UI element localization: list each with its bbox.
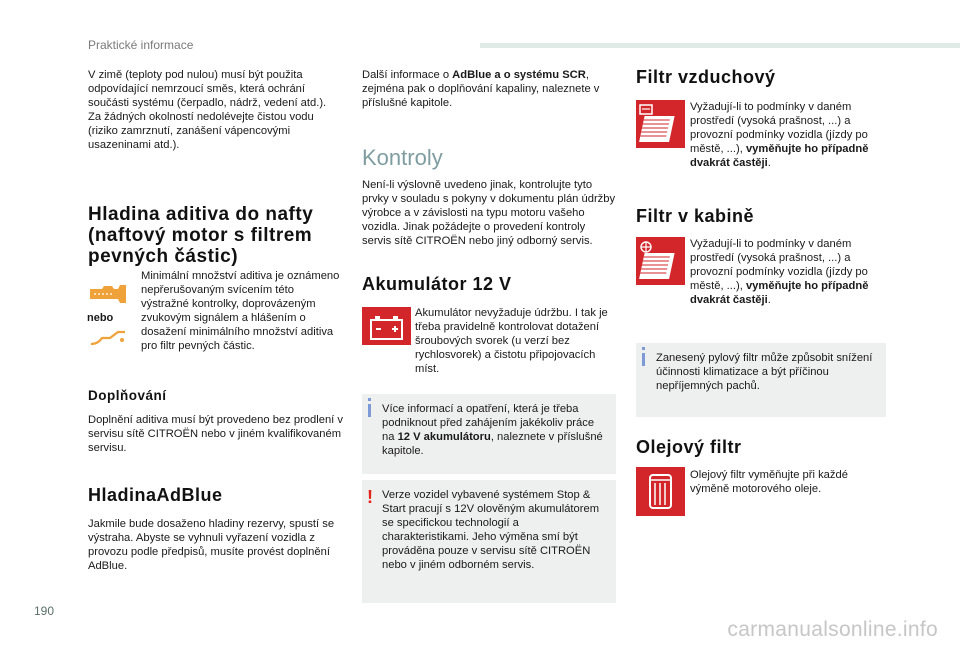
engine-warning-icon bbox=[88, 328, 128, 348]
additive-text: Minimální množství aditiva je oznámeno nepřerušovaným svícením této výstražné kontrolky, doprovázeným zvukovým signálem a hlášením o dosažení minimálního množství aditiva pro filtr pevných částic. bbox=[141, 270, 340, 353]
battery-icon-tile bbox=[362, 307, 411, 345]
info-icon bbox=[368, 404, 371, 417]
cabin-filter-text: Vyžadují-li to podmínky v daném prostředí (vysoká prašnost, ...) a provozní podmínky vozidla (jízdy po městě, ...), vyměňujte ho případně dvakrát častěji. bbox=[690, 238, 869, 307]
fuel-additive-warning-icon bbox=[88, 283, 128, 305]
page-number: 190 bbox=[34, 604, 55, 618]
nebo-label: nebo bbox=[87, 312, 114, 324]
checks-heading: Kontroly bbox=[362, 145, 443, 170]
battery-text: Akumulátor nevyžaduje údržbu. I tak je třeba pravidelně kontrolovat dotažení šroubových svorek (u verzí bez rychlosvorek) a čistotu připojovacích míst. bbox=[415, 307, 608, 376]
watermark: carmanualsonline.info bbox=[727, 618, 938, 641]
checks-text: Není-li výslovně uvedeno jinak, kontrolujte tyto prvky v souladu s pokyny v dokumentu plán údržby výrobce a v závislosti na typu motoru vašeho vozidla. Jinak požádejte o provedení kontroly servis sítě CITROËN nebo jiný odborný servis. bbox=[362, 179, 616, 248]
cabin-filter-note-text: Zanesený pylový filtr může způsobit snížení účinnosti klimatizace a být příčinou nepříjemných pachů. bbox=[656, 352, 873, 393]
refill-heading: Doplňování bbox=[88, 388, 167, 403]
battery-heading: Akumulátor 12 V bbox=[362, 274, 512, 294]
adblue-text: Jakmile bude dosaženo hladiny rezervy, spustí se výstraha. Abyste se vyhnuli vyřazení vozidla z provozu podle předpisů, musíte provést doplnění AdBlue. bbox=[88, 518, 335, 573]
refill-text: Doplnění aditiva musí být provedeno bez prodlení v servisu sítě CITROËN nebo v jiném kvalifikovaném servisu. bbox=[88, 414, 343, 455]
winter-intro-text: V zimě (teploty pod nulou) musí být použita odpovídající nemrzoucí směs, která ochrání součásti systému (čerpadlo, nádrž, vedení atd.). Za žádných okolností nedolévejte čistou vodu (riziko zamrznutí, zanášení vápencovými usazeninami atd.). bbox=[88, 69, 327, 152]
running-header: Praktické informace bbox=[88, 38, 194, 52]
battery-warning-text: Verze vozidel vybavené systémem Stop & Start pracují s 12V olověným akumulátorem se specifickou technologií a charakteristikami. Jeho výměna smí být prováděna pouze v servisu sítě CITROËN nebo v jiném odborném servis. bbox=[382, 489, 600, 572]
additive-heading: Hladina aditiva do nafty (naftový motor s filtrem pevných částic) bbox=[88, 204, 314, 267]
battery-icon bbox=[362, 307, 411, 345]
cabin-filter-icon bbox=[636, 237, 685, 285]
adblue-heading: HladinaAdBlue bbox=[88, 485, 223, 505]
oil-filter-icon-tile bbox=[636, 467, 685, 516]
air-filter-text: Vyžadují-li to podmínky v daném prostředí (vysoká prašnost, ...) a provozní podmínky vozidla (jízdy po městě, ...), vyměňujte ho případně dvakrát častěji. bbox=[690, 101, 869, 170]
cabin-filter-heading: Filtr v kabině bbox=[636, 206, 755, 226]
battery-warning-note bbox=[362, 480, 616, 603]
oil-filter-heading: Olejový filtr bbox=[636, 437, 742, 457]
cabin-filter-note bbox=[636, 343, 886, 417]
air-filter-icon-tile bbox=[636, 100, 685, 148]
info-icon bbox=[642, 353, 645, 366]
cabin-filter-icon-tile bbox=[636, 237, 685, 285]
header-bar bbox=[480, 43, 960, 48]
oil-filter-icon bbox=[636, 467, 685, 516]
warning-icon: ! bbox=[367, 487, 373, 507]
air-filter-icon bbox=[636, 100, 685, 148]
battery-info-note bbox=[362, 394, 616, 474]
adblue-more-text: Další informace o AdBlue a o systému SCR, zejména pak o doplňování kapaliny, naleznete v příslušné kapitole. bbox=[362, 69, 600, 110]
battery-info-text: Více informací a opatření, která je třeba podniknout před zahájením jakékoliv práce na 12 V akumulátoru, naleznete v příslušné kapitole. bbox=[382, 403, 603, 458]
oil-filter-text: Olejový filtr vyměňujte při každé výměně motorového oleje. bbox=[690, 469, 848, 496]
air-filter-heading: Filtr vzduchový bbox=[636, 67, 776, 87]
